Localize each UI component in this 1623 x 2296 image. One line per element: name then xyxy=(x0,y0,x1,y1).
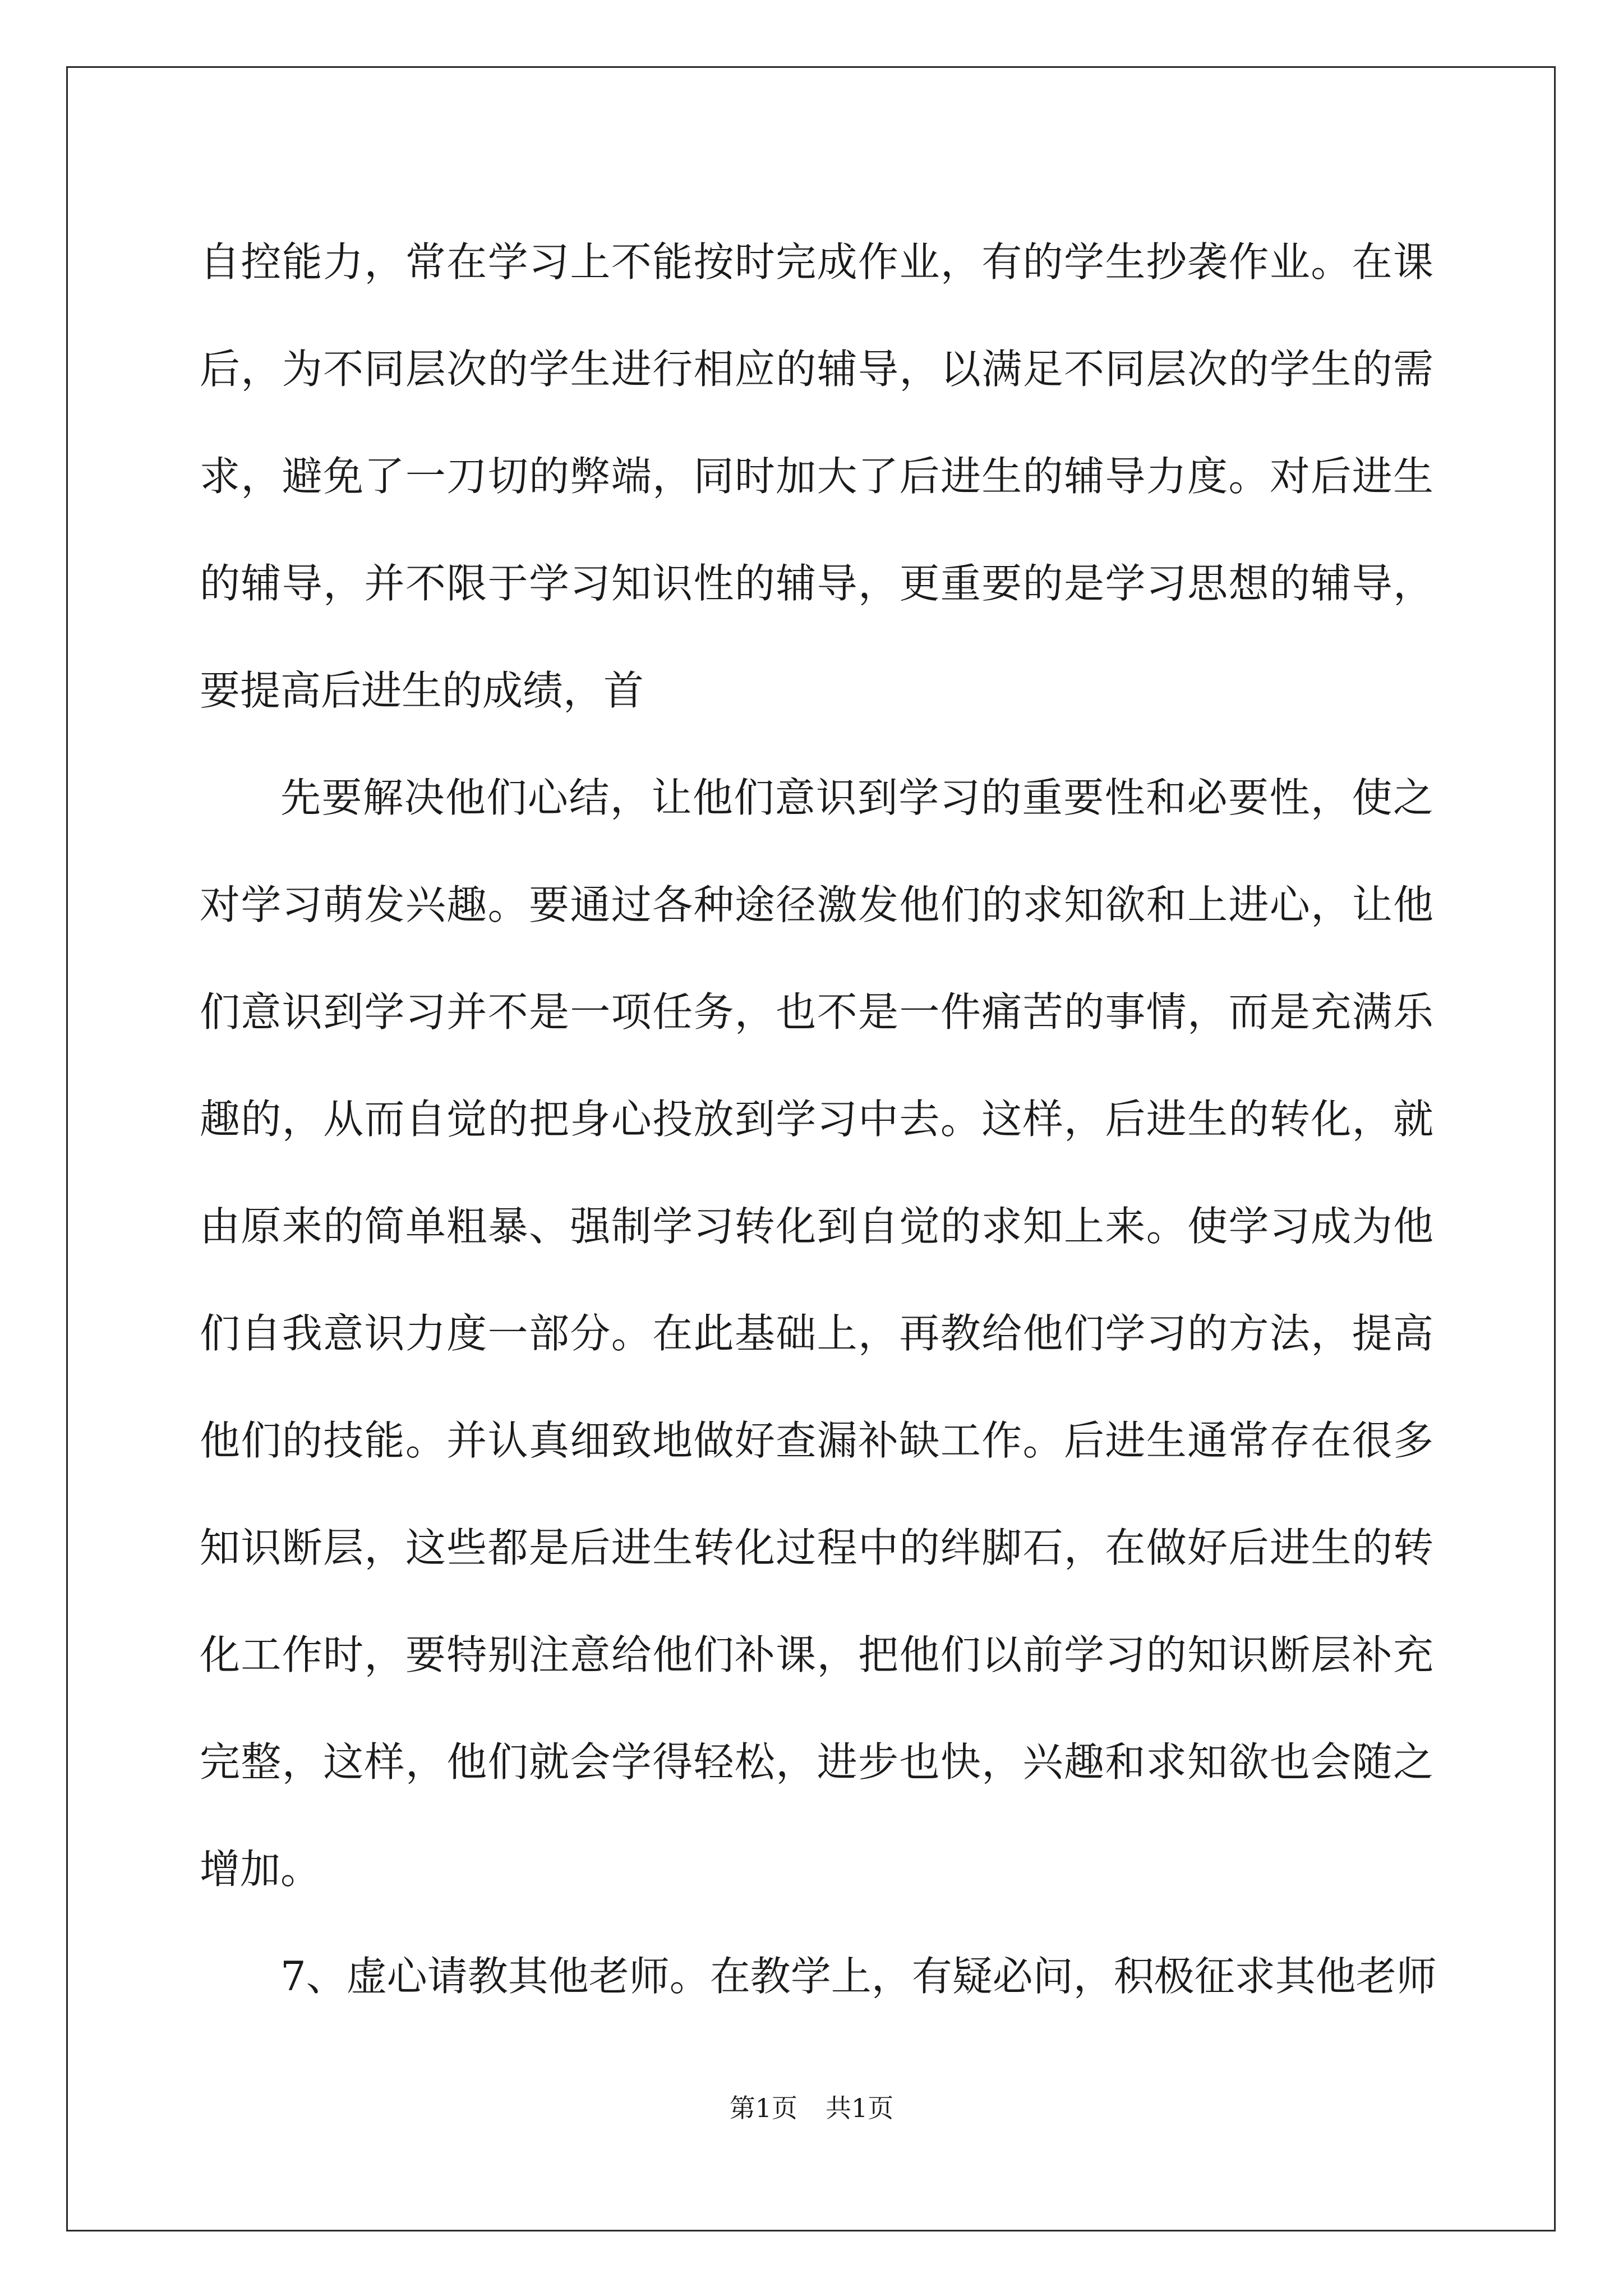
text-line: 趣的，从而自觉的把身心投放到学习中去。这样，后进生的转化，就 xyxy=(200,1096,1433,1143)
text-line: 完整，这样，他们就会学得轻松，进步也快，兴趣和求知欲也会随之 xyxy=(200,1738,1433,1786)
page-footer xyxy=(0,2091,1623,2125)
paragraph-first-line: 7、虚心请教其他老师。在教学上，有疑必问，积极征求其他老师 xyxy=(280,1953,1437,2000)
text-line: 增加。 xyxy=(200,1846,321,1893)
text-line: 要提高后进生的成绩，首 xyxy=(200,667,644,714)
text-line: 化工作时，要特别注意给他们补课，把他们以前学习的知识断层补充 xyxy=(200,1631,1433,1678)
paragraph-first-line: 先要解决他们心结，让他们意识到学习的重要性和必要性，使之 xyxy=(280,774,1433,821)
text-line: 由原来的简单粗暴、强制学习转化到自觉的求知上来。使学习成为他 xyxy=(200,1203,1433,1250)
page-number-total: 共1页 xyxy=(826,2093,894,2123)
text-line: 的辅导，并不限于学习知识性的辅导，更重要的是学习思想的辅导， xyxy=(200,560,1433,607)
text-line: 知识断层，这些都是后进生转化过程中的绊脚石，在做好后进生的转 xyxy=(200,1524,1433,1571)
text-line: 们自我意识力度一部分。在此基础上，再教给他们学习的方法，提高 xyxy=(200,1310,1433,1357)
text-line: 求，避免了一刀切的弊端，同时加大了后进生的辅导力度。对后进生 xyxy=(200,453,1433,500)
text-line: 他们的技能。并认真细致地做好查漏补缺工作。后进生通常存在很多 xyxy=(200,1417,1433,1464)
text-line: 们意识到学习并不是一项任务，也不是一件痛苦的事情，而是充满乐 xyxy=(200,988,1433,1036)
page-number-current: 第1页 xyxy=(729,2093,797,2123)
text-line: 后，为不同层次的学生进行相应的辅导，以满足不同层次的学生的需 xyxy=(200,346,1433,393)
text-line: 对学习萌发兴趣。要通过各种途径激发他们的求知欲和上进心，让他 xyxy=(200,881,1433,928)
text-line: 自控能力，常在学习上不能按时完成作业，有的学生抄袭作业。在课 xyxy=(200,238,1433,286)
document-body xyxy=(200,209,1437,2030)
